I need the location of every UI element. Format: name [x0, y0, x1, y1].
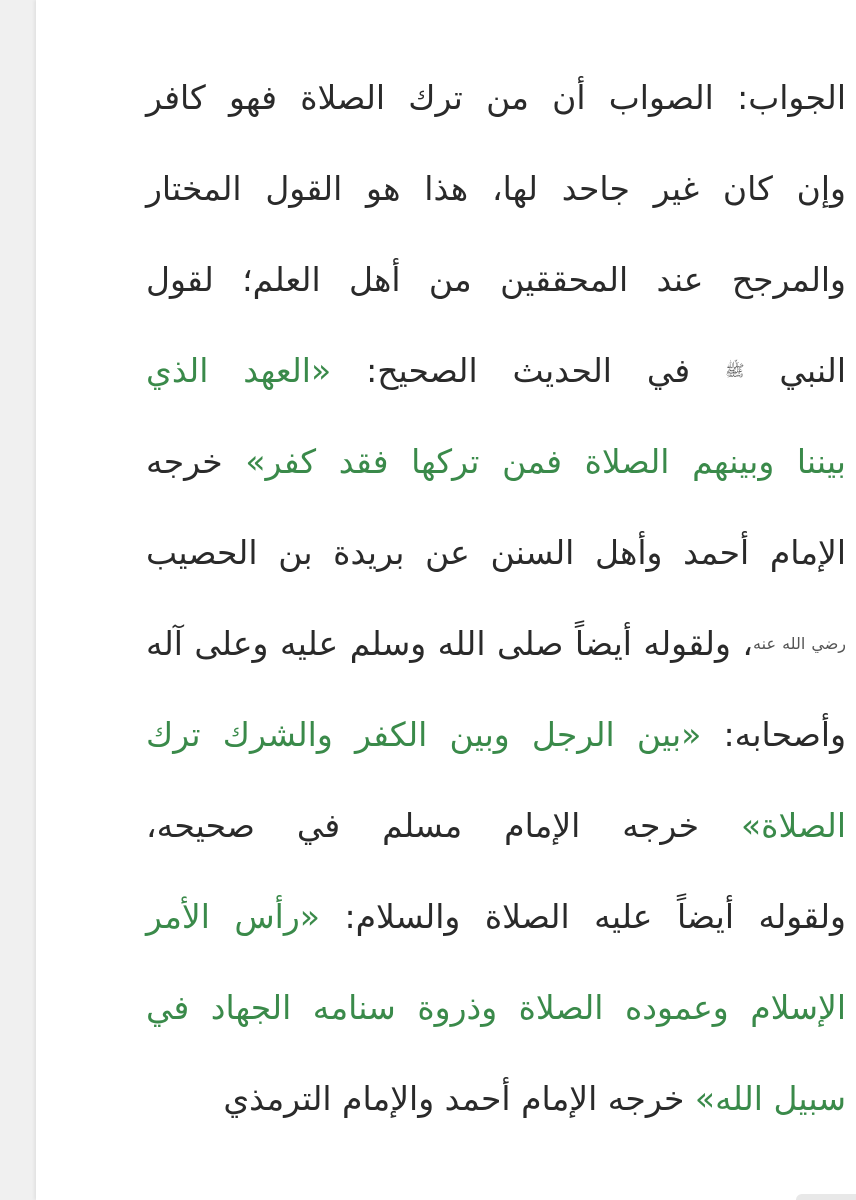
hadith-quote: بيننا وبينهم الصلاة فمن تركها فقد كفر» — [245, 442, 846, 481]
honorific-symbol: رضي الله عنه — [753, 634, 847, 653]
hadith-quote: «بين الرجل وبين الكفر والشرك ترك — [146, 715, 702, 754]
article-line — [146, 325, 846, 416]
article-line — [146, 689, 846, 780]
article-line — [146, 234, 846, 325]
body-text: وأصحابه: — [701, 715, 847, 754]
article-line — [146, 1053, 846, 1144]
document-page — [36, 0, 856, 1200]
scroll-hint — [796, 1194, 856, 1200]
body-text: والمرجح عند المحققين من أهل العلم؛ لقول — [146, 260, 846, 299]
body-text: وإن كان غير جاحد لها، هذا هو القول المختار — [146, 169, 846, 208]
article-line — [146, 871, 846, 962]
body-text: خرجه الإمام مسلم في صحيحه، — [146, 806, 741, 845]
body-text: في الحديث الصحيح: — [331, 351, 726, 390]
hadith-quote: الإسلام وعموده الصلاة وذروة سنامه الجهاد في — [146, 988, 846, 1027]
article-line — [146, 507, 846, 598]
article-line — [146, 598, 846, 689]
body-text: الجواب: الصواب أن من ترك الصلاة فهو كافر — [146, 78, 846, 117]
body-text: النبي — [744, 351, 847, 390]
fatwa-article-text — [146, 52, 846, 1144]
article-line — [146, 52, 846, 143]
article-line — [146, 416, 846, 507]
hadith-quote: «رأس الأمر — [146, 897, 320, 936]
article-line — [146, 143, 846, 234]
body-text: الإمام أحمد وأهل السنن عن بريدة بن الحصيب — [146, 533, 846, 572]
article-line — [146, 962, 846, 1053]
honorific-symbol: ﷺ — [725, 361, 745, 380]
body-text: خرجه الإمام أحمد والإمام الترمذي — [223, 1079, 695, 1118]
body-text: ، ولقوله أيضاً صلى الله وسلم عليه وعلى آله — [146, 624, 754, 663]
hadith-quote: سبيل الله» — [694, 1079, 846, 1118]
hadith-quote: «العهد الذي — [146, 351, 332, 390]
page-left-margin — [0, 0, 37, 1200]
hadith-quote: الصلاة» — [740, 806, 846, 845]
article-line — [146, 780, 846, 871]
body-text: خرجه — [146, 442, 246, 481]
body-text: ولقوله أيضاً عليه الصلاة والسلام: — [319, 897, 846, 936]
